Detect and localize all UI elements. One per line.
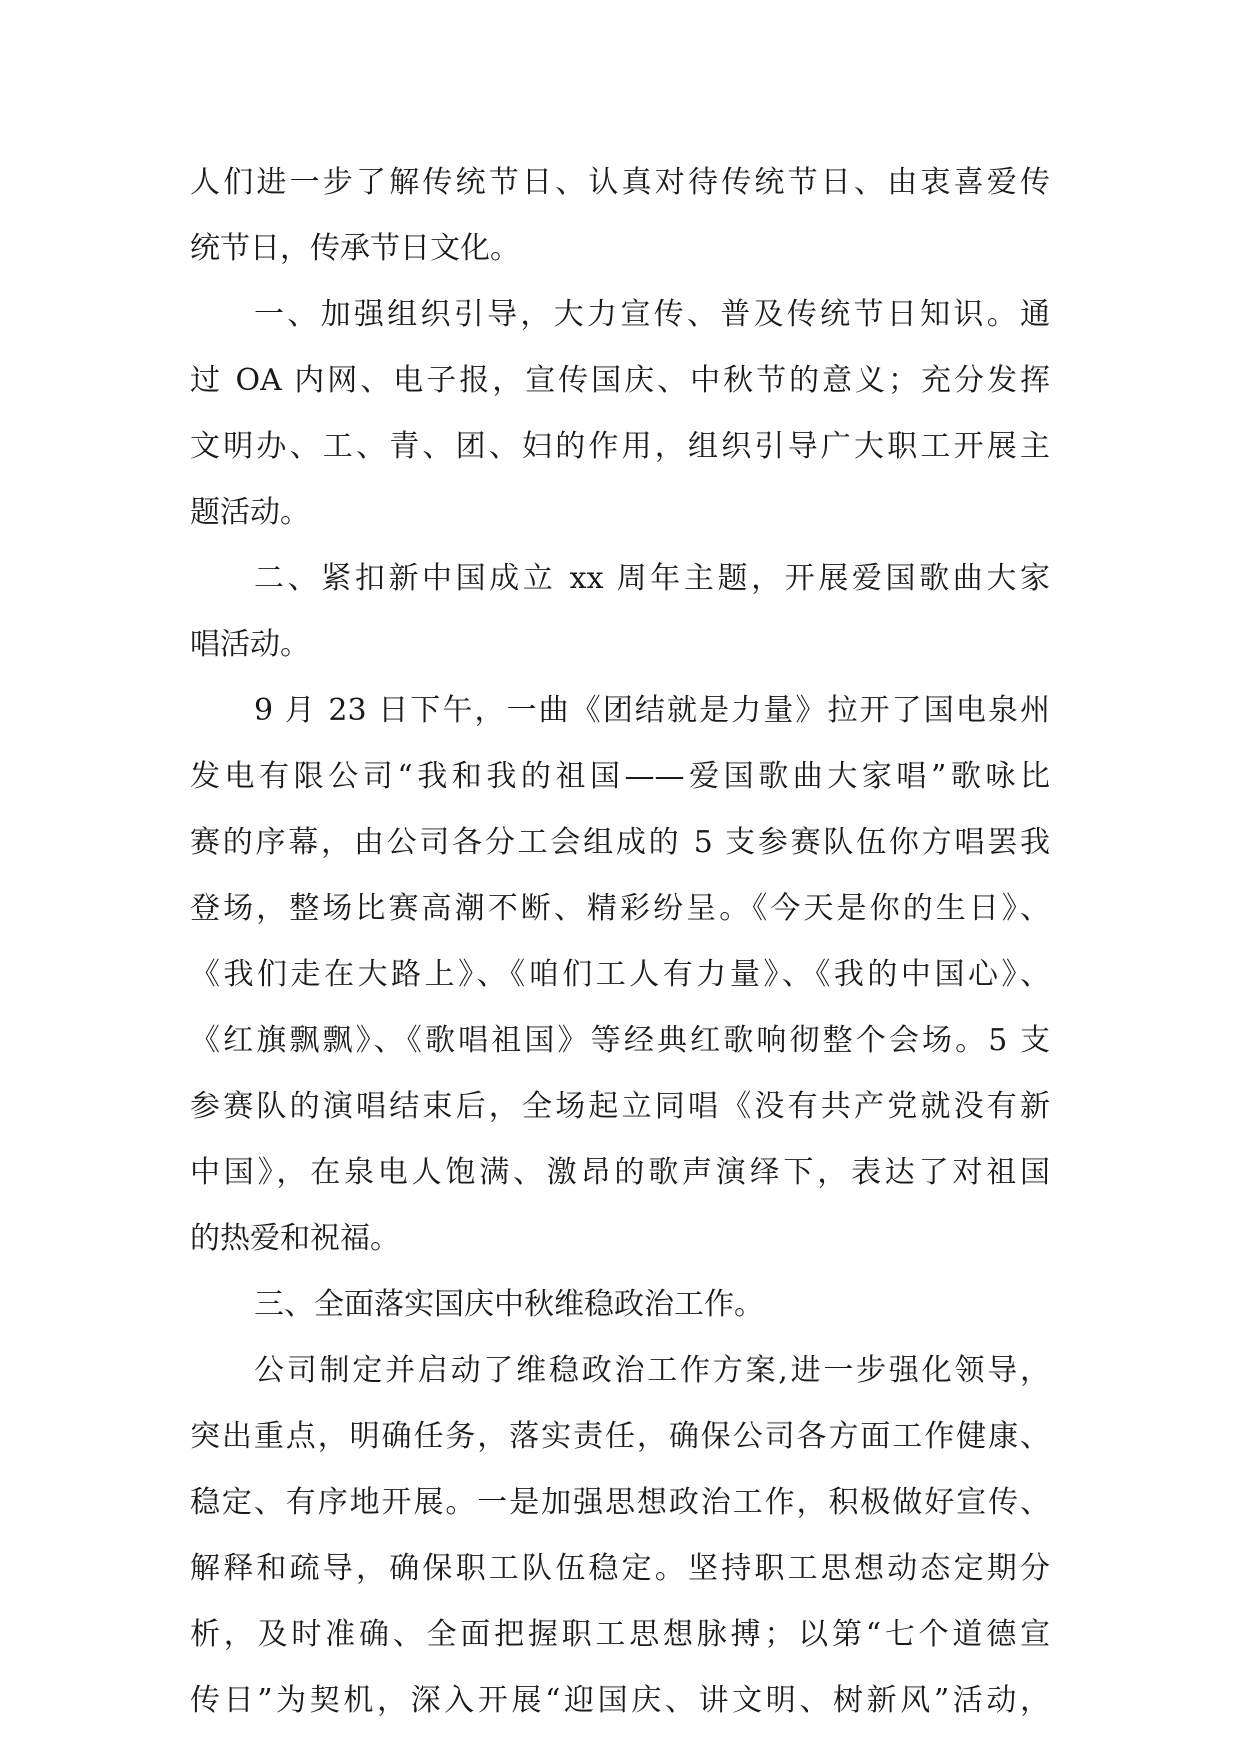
text-line: 《我们走在大路上》、《咱们工人有力量》、《我的中国心》、 bbox=[190, 957, 1050, 992]
text-line: 突出重点，明确任务，落实责任，确保公司各方面工作健康、 bbox=[190, 1419, 1050, 1454]
text-line: 一、加强组织引导，大力宣传、普及传统节日知识。通 bbox=[254, 297, 1050, 332]
text-line: 中国》，在泉电人饱满、激昂的歌声演绎下，表达了对祖国 bbox=[190, 1155, 1050, 1190]
text-line: 文明办、工、青、团、妇的作用，组织引导广大职工开展主 bbox=[190, 429, 1050, 464]
text-line: 过 OA 内网、电子报，宣传国庆、中秋节的意义；充分发挥 bbox=[190, 363, 1050, 398]
text-line: 公司制定并启动了维稳政治工作方案,进一步强化领导， bbox=[254, 1353, 1050, 1388]
text-line: 析，及时准确、全面把握职工思想脉搏；以第“七个道德宣 bbox=[190, 1617, 1050, 1652]
text-line: 的热爱和祝福。 bbox=[190, 1221, 400, 1256]
text-line: 三、全面落实国庆中秋维稳政治工作。 bbox=[254, 1287, 764, 1322]
text-line: 传日”为契机，深入开展“迎国庆、讲文明、树新风”活动， bbox=[190, 1683, 1050, 1718]
text-line: 人们进一步了解传统节日、认真对待传统节日、由衷喜爱传 bbox=[190, 165, 1050, 200]
text-line: 登场，整场比赛高潮不断、精彩纷呈。《今天是你的生日》、 bbox=[190, 891, 1050, 926]
text-line: 赛的序幕，由公司各分工会组成的 5 支参赛队伍你方唱罢我 bbox=[190, 825, 1050, 860]
text-line: 发电有限公司“我和我的祖国——爱国歌曲大家唱”歌咏比 bbox=[190, 759, 1050, 794]
text-line: 稳定、有序地开展。一是加强思想政治工作，积极做好宣传、 bbox=[190, 1485, 1050, 1520]
text-line: 《红旗飘飘》、《歌唱祖国》等经典红歌响彻整个会场。5 支 bbox=[190, 1023, 1050, 1058]
text-line: 统节日，传承节日文化。 bbox=[190, 231, 520, 266]
document-body bbox=[190, 150, 1050, 1734]
text-line: 参赛队的演唱结束后，全场起立同唱《没有共产党就没有新 bbox=[190, 1089, 1050, 1124]
text-line: 唱活动。 bbox=[190, 627, 310, 662]
text-line: 9 月 23 日下午，一曲《团结就是力量》拉开了国电泉州 bbox=[254, 693, 1050, 728]
text-line: 题活动。 bbox=[190, 495, 310, 530]
text-line: 解释和疏导，确保职工队伍稳定。坚持职工思想动态定期分 bbox=[190, 1551, 1050, 1586]
text-line: 二、紧扣新中国成立 xx 周年主题，开展爱国歌曲大家 bbox=[254, 561, 1050, 596]
